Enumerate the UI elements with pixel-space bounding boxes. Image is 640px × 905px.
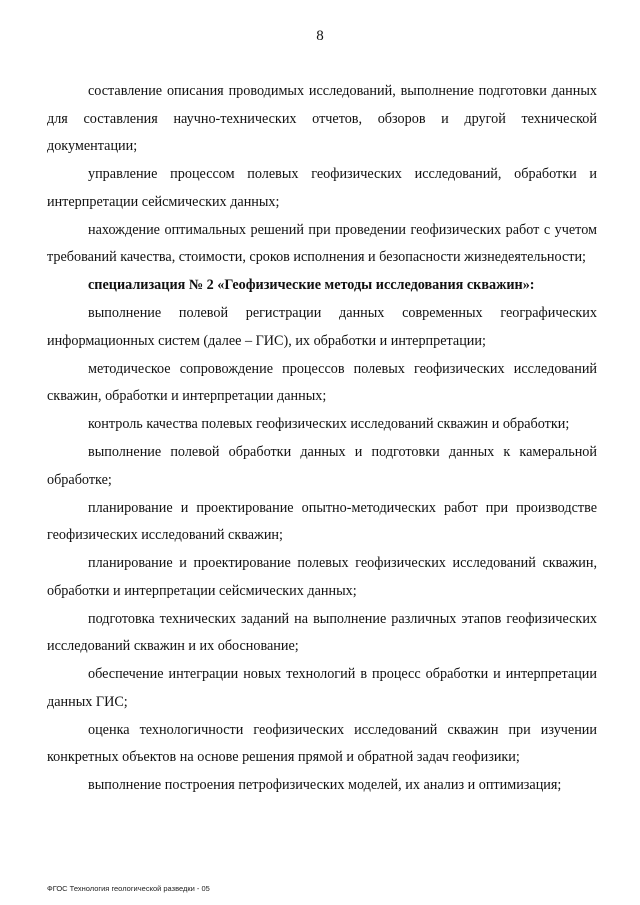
specialization-heading: специализация № 2 «Геофизические методы исследования скважин»: [88, 277, 535, 293]
paragraph: нахождение оптимальных решений при проведении геофизических работ с учетом требований качества, стоимости, сроков исполнения и безопасности жизнедеятельности; [47, 221, 597, 265]
paragraph: выполнение полевой регистрации данных современных географических информационных систем (далее – ГИС), их обработки и интерпретации; [47, 305, 597, 349]
paragraph: оценка технологичности геофизических исследований скважин при изучении конкретных объектов на основе решения прямой и обратной задач геофизики; [47, 721, 597, 765]
paragraph: планирование и проектирование полевых геофизических исследований скважин, обработки и интерпретации сейсмических данных; [47, 555, 597, 599]
page-body [47, 78, 597, 800]
paragraph: планирование и проектирование опытно-методических работ при производстве геофизических исследований скважин; [47, 499, 597, 543]
paragraph: обеспечение интеграции новых технологий в процесс обработки и интерпретации данных ГИС; [47, 666, 597, 710]
paragraph: выполнение построения петрофизических моделей, их анализ и оптимизация; [88, 777, 562, 793]
paragraph: выполнение полевой обработки данных и подготовки данных к камеральной обработке; [47, 444, 597, 488]
paragraph: контроль качества полевых геофизических исследований скважин и обработки; [88, 416, 570, 432]
paragraph: составление описания проводимых исследований, выполнение подготовки данных для составления научно-технических отчетов, обзоров и другой технической документации; [47, 83, 597, 154]
page-number: 8 [316, 28, 324, 44]
page-footer: ФГОС Технология геологической разведки - 05 [47, 884, 210, 893]
paragraph: методическое сопровождение процессов полевых геофизических исследований скважин, обработки и интерпретации данных; [47, 360, 597, 404]
paragraph: управление процессом полевых геофизических исследований, обработки и интерпретации сейсмических данных; [47, 166, 597, 210]
paragraph: подготовка технических заданий на выполнение различных этапов геофизических исследований скважин и их обоснование; [47, 610, 597, 654]
